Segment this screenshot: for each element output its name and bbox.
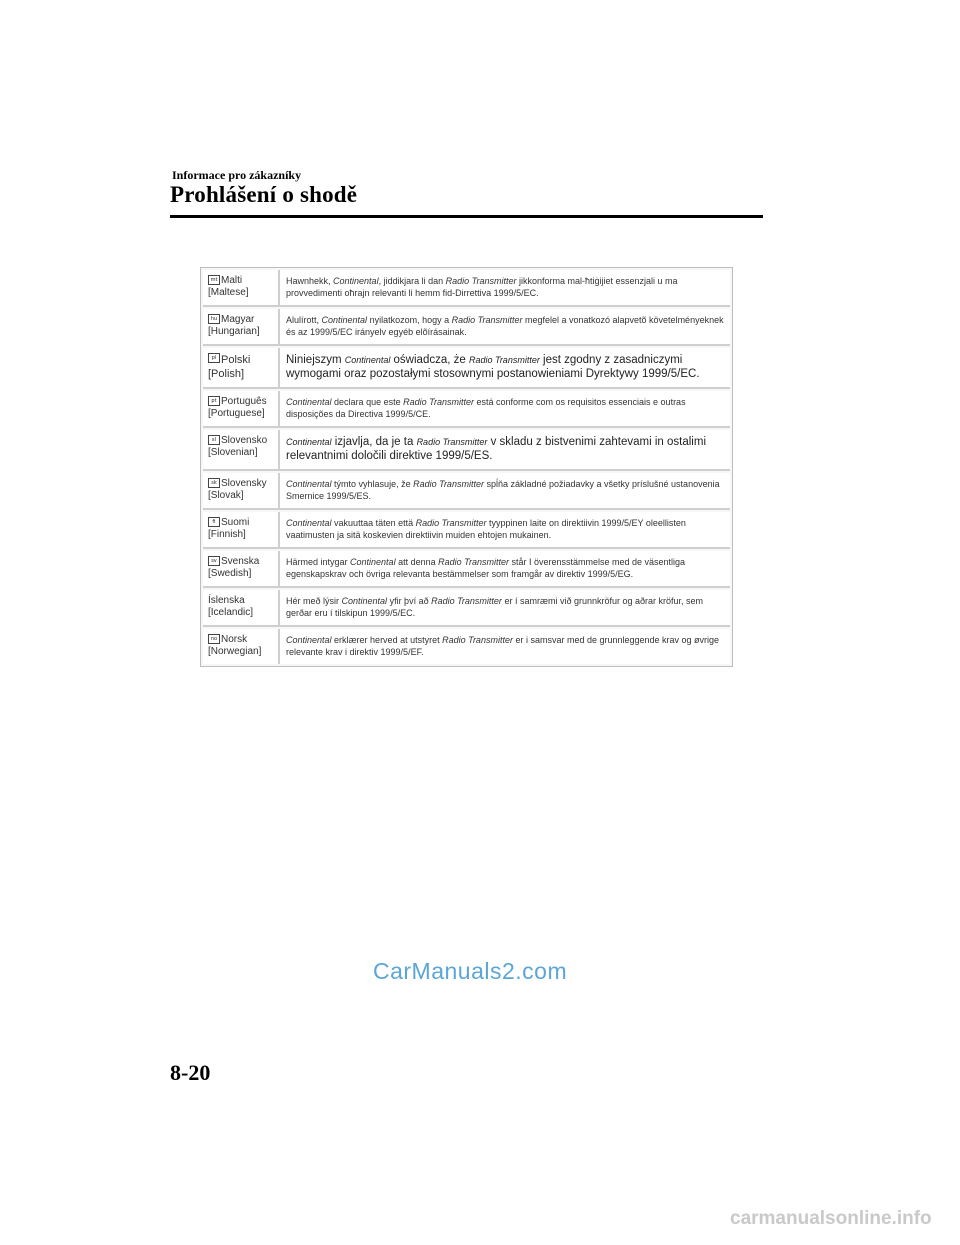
language-english: [Polish] <box>208 368 245 380</box>
language-cell <box>203 629 280 664</box>
flag-icon: sk <box>208 478 220 488</box>
language-native: Malti <box>221 275 243 286</box>
declaration-text: Niniejszym Continental oświadcza, że Radio Transmitter jest zgodny z zasadniczymi wymogami oraz pozostałymi stosownymi postanowieniami Dyrektywy 1999/5/EC. <box>286 354 700 380</box>
declaration-text: Hér með lýsir Continental yfir því að Radio Transmitter er í samræmi við grunnkröfur og aðrar kröfur, sem gerðar eru í tilskipun 1999/5/EC. <box>286 596 704 618</box>
language-english: [Finnish] <box>208 529 246 540</box>
language-native: Íslenska <box>208 595 245 606</box>
flag-icon: mt <box>208 275 220 285</box>
language-cell <box>203 473 280 508</box>
language-cell <box>203 391 280 426</box>
language-english: [Slovak] <box>208 490 244 501</box>
table-row <box>203 473 730 510</box>
flag-icon: hu <box>208 314 220 324</box>
page-number: 8-20 <box>170 1060 211 1085</box>
flag-icon: fi <box>208 517 220 527</box>
language-cell <box>203 270 280 305</box>
language-english: [Portuguese] <box>208 408 265 419</box>
language-english: [Norwegian] <box>208 646 262 657</box>
language-english: [Icelandic] <box>208 607 254 618</box>
table-row <box>203 391 730 428</box>
language-native: Svenska <box>221 556 260 567</box>
table-row <box>203 270 730 307</box>
table-row <box>203 512 730 549</box>
declaration-text: Continental izjavlja, da je ta Radio Transmitter v skladu z bistvenimi zahtevami in ostalimi relevantnimi določili direktive 1999/5/ES. <box>286 436 707 462</box>
table-row <box>203 309 730 346</box>
language-native: Magyar <box>221 314 255 325</box>
language-cell <box>203 430 280 469</box>
language-cell <box>203 348 280 387</box>
language-native: Suomi <box>221 517 250 528</box>
language-cell <box>203 512 280 547</box>
footer-site-link[interactable]: carmanualsonline.info <box>730 1208 932 1229</box>
declaration-text: Continental declara que este Radio Transmitter está conforme com os requisitos essenciais e outras disposições da Directiva 1999/5/CE. <box>286 397 686 419</box>
title-rule <box>170 215 763 218</box>
language-native: Norsk <box>221 634 248 645</box>
declaration-text: Hawnhekk, Continental, jiddikjara li dan Radio Transmitter jikkonforma mal-ħtiġijiet essenzjali u ma provvedimenti oħrajn relevanti li hemm fid-Dirrettiva 1999/5/EC. <box>286 276 678 298</box>
flag-icon: sv <box>208 556 220 566</box>
table-row <box>203 551 730 588</box>
declaration-text: Härmed intygar Continental att denna Radio Transmitter står I överensstämmelse med de väsentliga egenskapskrav och övriga relevanta bestämmelser som framgår av direktiv 1999/5/EG. <box>286 557 686 579</box>
flag-icon: pl <box>208 353 220 363</box>
language-cell <box>203 590 280 625</box>
language-native: Slovensky <box>221 478 267 489</box>
language-native: Slovensko <box>221 435 268 446</box>
section-label: Informace pro zákazníky <box>172 168 302 182</box>
declaration-text: Continental týmto vyhlasuje, že Radio Transmitter spĺňa základné požiadavky a všetky príslušné ustanovenia Smernice 1999/5/ES. <box>286 479 720 501</box>
watermark-link[interactable]: CarManuals2.com <box>373 958 568 984</box>
declaration-text: Continental erklærer herved at utstyret Radio Transmitter er i samsvar med de grunnleggende krav og øvrige relevante krav i direktiv 1999/5/EF. <box>286 635 720 657</box>
language-english: [Hungarian] <box>208 326 260 337</box>
flag-icon: pt <box>208 396 220 406</box>
flag-icon: no <box>208 634 220 644</box>
declaration-text: Continental vakuuttaa täten että Radio Transmitter tyyppinen laite on direktiivin 1999/5/EY oleellisten vaatimusten ja sitä koskevien direktiivin muiden ehtojen mukainen. <box>286 518 686 540</box>
language-cell <box>203 551 280 586</box>
language-native: Polski <box>221 354 251 366</box>
language-english: [Slovenian] <box>208 447 258 458</box>
language-english: [Swedish] <box>208 568 252 579</box>
language-cell <box>203 309 280 344</box>
declaration-table <box>200 267 733 667</box>
language-native: Português <box>221 396 267 407</box>
table-row <box>203 629 730 664</box>
page-title: Prohlášení o shodě <box>170 182 358 207</box>
flag-icon: sl <box>208 435 220 445</box>
declaration-text: Alulírott, Continental nyilatkozom, hogy a Radio Transmitter megfelel a vonatkozó alapvetõ követelményeknek és az 1999/5/EC irányelv egyéb elõírásainak. <box>286 315 724 337</box>
table-row <box>203 430 730 471</box>
language-english: [Maltese] <box>208 287 249 298</box>
table-row <box>203 590 730 627</box>
table-row <box>203 348 730 389</box>
